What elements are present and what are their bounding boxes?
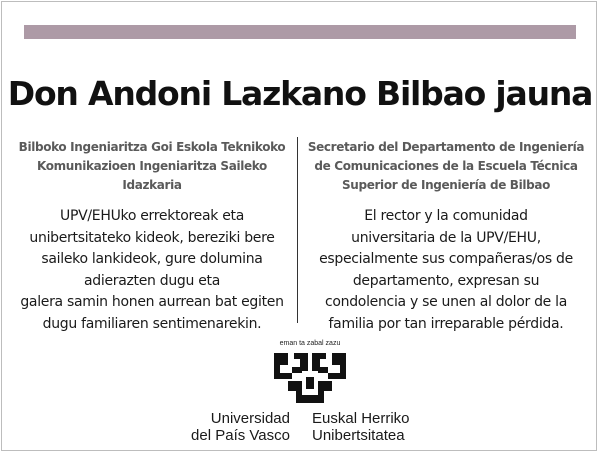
column-divider bbox=[297, 137, 298, 323]
right-department bbox=[304, 138, 588, 195]
university-name-spanish bbox=[160, 410, 290, 444]
right-condolence-message bbox=[304, 206, 588, 335]
left-column-basque bbox=[10, 138, 294, 335]
left-message-line: dugu familiaren sentimenarekin. bbox=[42, 315, 262, 332]
upv-ehu-emblem-icon bbox=[272, 351, 348, 407]
left-message-line: adierazten dugu eta bbox=[83, 272, 221, 289]
university-name-eu-line: Unibertsitatea bbox=[312, 427, 405, 444]
logo-motto: eman ta zabal zazu bbox=[279, 340, 341, 347]
right-department-line: de Comunicaciones de la Escuela Técnica bbox=[314, 159, 578, 173]
right-department-line: Secretario del Departamento de Ingeniería bbox=[307, 140, 585, 154]
right-message-line: universitaria de la UPV/EHU, bbox=[351, 229, 541, 246]
right-message-line: departamento, expresan su bbox=[352, 272, 540, 289]
university-name-basque bbox=[312, 410, 452, 444]
right-message-line: El rector y la comunidad bbox=[364, 208, 528, 224]
left-department bbox=[10, 138, 294, 195]
left-message-line: galera samin honen aurrean bat egiten bbox=[20, 294, 284, 310]
left-message-line: saileko lankideok, gure dolumina bbox=[41, 251, 263, 267]
right-column-spanish bbox=[304, 138, 588, 335]
left-department-line: Bilboko Ingeniaritza Goi Eskola Teknikoko bbox=[18, 140, 286, 154]
university-name-es-line: Universidad bbox=[210, 410, 290, 427]
left-message-line: unibertsitateko kideok, bereziki bere bbox=[29, 229, 275, 246]
right-message-line: especialmente sus compañeras/os de bbox=[319, 251, 573, 267]
top-color-bar bbox=[24, 25, 576, 39]
university-logo bbox=[270, 340, 350, 410]
deceased-name-title: Don Andoni Lazkano Bilbao jauna bbox=[7, 74, 593, 113]
right-message-line: familia por tan irreparable pérdida. bbox=[328, 315, 564, 332]
right-message-line: condolencia y se unen al dolor de la bbox=[324, 294, 567, 310]
university-name-es-line: del País Vasco bbox=[191, 427, 290, 444]
left-department-line: Komunikazioen Ingeniaritza Saileko bbox=[37, 159, 267, 173]
university-name-eu-line: Euskal Herriko bbox=[312, 410, 410, 427]
left-message-line: UPV/EHUko errektoreak eta bbox=[60, 208, 244, 224]
left-condolence-message bbox=[10, 206, 294, 335]
left-department-line: Idazkaria bbox=[122, 178, 182, 192]
right-department-line: Superior de Ingeniería de Bilbao bbox=[341, 178, 551, 192]
